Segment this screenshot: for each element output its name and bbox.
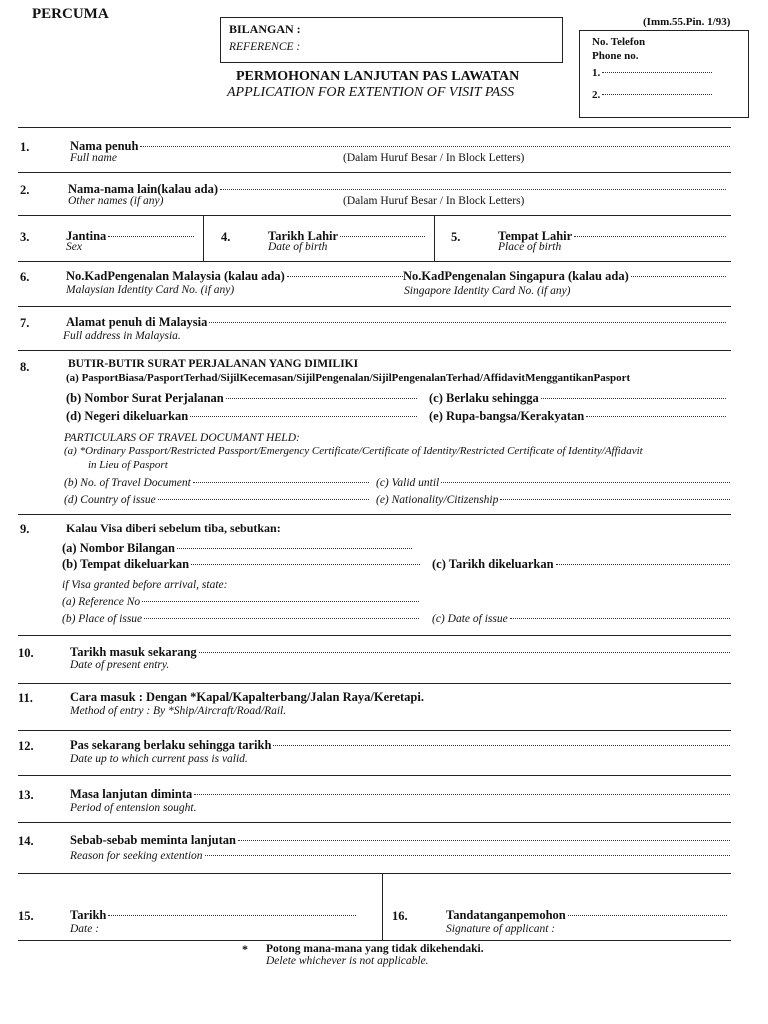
address-field[interactable]	[66, 315, 726, 330]
pass-valid-field[interactable]	[70, 738, 730, 753]
other-names-dots	[220, 189, 726, 190]
form-title-en: APPLICATION FOR EXTENTION OF VISIT PASS	[227, 85, 515, 100]
footnote-en: Delete whichever is not applicable.	[266, 955, 429, 967]
extension-period-field[interactable]	[70, 787, 730, 802]
extension-reason-en	[70, 850, 730, 862]
visa-title: Kalau Visa diberi sebelum tiba, sebutkan:	[66, 521, 281, 535]
phone-1-label: 1.	[592, 67, 601, 79]
visa-date-field[interactable]	[432, 557, 730, 572]
entry-method-options[interactable]: Cara masuk : Dengan *Kapal/Kapalterbang/Jalan Raya/Keretapi.	[70, 690, 424, 704]
form-title-ms: PERMOHONAN LANJUTAN PAS LAWATAN	[236, 69, 520, 84]
item-5-number: 5.	[451, 230, 461, 244]
phone-1-field[interactable]	[592, 67, 712, 79]
extension-period-dots	[194, 794, 730, 795]
entry-method-label-en: Method of entry : By *Ship/Aircraft/Road/Rail.	[70, 705, 287, 717]
place-of-birth-label: Tempat Lahir	[498, 229, 573, 243]
visa-date-label: (c) Tarikh dikeluarkan	[432, 557, 554, 571]
valid-until-en-label: (c) Valid until	[376, 477, 440, 489]
date-field[interactable]	[70, 908, 356, 923]
travel-doc-title-en: PARTICULARS OF TRAVEL DOCUMANT HELD:	[64, 432, 300, 444]
vdivider-4-5	[434, 215, 435, 261]
visa-place-en	[62, 613, 419, 625]
country-of-issue-label: (d) Negeri dikeluarkan	[66, 409, 189, 423]
date-label: Tarikh	[70, 908, 107, 922]
valid-until-label: (c) Berlaku sehingga	[429, 391, 539, 405]
item-10-number: 10.	[18, 646, 34, 660]
item-8-number: 8.	[20, 360, 30, 374]
visa-reference-field[interactable]	[62, 541, 412, 556]
malaysia-ic-label: No.KadPengenalan Malaysia (kalau ada)	[66, 269, 285, 283]
footnote-asterisk: *	[242, 942, 248, 956]
date-of-birth-dots	[340, 236, 425, 237]
other-names-label-en: Other names (if any)	[68, 195, 164, 207]
address-label-en: Full address in Malaysia.	[63, 330, 181, 342]
extension-reason-field[interactable]	[70, 833, 730, 848]
country-of-issue-en	[64, 494, 369, 506]
visa-place-en-dots	[144, 618, 419, 619]
block-letters-note-2: (Dalam Huruf Besar / In Block Letters)	[343, 195, 525, 207]
extension-reason-dots	[238, 840, 730, 841]
divider-13	[18, 822, 731, 823]
divider-7	[18, 350, 731, 351]
item-3-number: 3.	[20, 230, 30, 244]
phone-1-dots	[602, 72, 712, 73]
visa-reference-en-label: (a) Reference No	[62, 596, 141, 608]
place-of-birth-dots	[574, 236, 726, 237]
extension-period-label: Masa lanjutan diminta	[70, 787, 193, 801]
item-15-number: 15.	[18, 909, 34, 923]
visa-reference-label: (a) Nombor Bilangan	[62, 541, 175, 555]
visa-place-en-label: (b) Place of issue	[62, 613, 143, 625]
visa-date-en-dots	[510, 618, 730, 619]
visa-place-dots	[191, 564, 420, 565]
phone-subtitle: Phone no.	[592, 50, 639, 62]
sex-label-en: Sex	[66, 241, 82, 253]
reference-box	[220, 17, 563, 63]
phone-title: No. Telefon	[592, 36, 646, 48]
visa-place-label: (b) Tempat dikeluarkan	[62, 557, 190, 571]
travel-doc-type-en-2: in Lieu of Pasport	[88, 459, 168, 471]
item-11-number: 11.	[18, 691, 33, 705]
travel-doc-type-en-1: (a) *Ordinary Passport/Restricted Passport/Emergency Certificate/Certificate of Identity/Restricted Certificate of Identity/Affidavit	[64, 445, 643, 457]
valid-until-en-dots	[441, 482, 730, 483]
valid-until-field[interactable]	[429, 391, 726, 406]
nationality-label: (e) Rupa-bangsa/Kerakyatan	[429, 409, 585, 423]
travel-doc-number-en-dots	[193, 482, 369, 483]
sex-dots	[108, 236, 194, 237]
travel-doc-title: BUTIR-BUTIR SURAT PERJALANAN YANG DIMILIKI	[68, 358, 359, 370]
sex-label: Jantina	[66, 229, 107, 243]
item-6-number: 6.	[20, 270, 30, 284]
singapore-ic-label: No.KadPengenalan Singapura (kalau ada)	[403, 269, 629, 283]
divider-14	[18, 873, 731, 874]
divider-3	[18, 261, 731, 262]
nationality-en	[376, 494, 730, 506]
visa-date-dots	[556, 564, 730, 565]
vdivider-15-16	[382, 873, 383, 940]
date-dots	[108, 915, 356, 916]
signature-label: Tandatanganpemohon	[446, 908, 566, 922]
country-of-issue-dots	[190, 416, 417, 417]
bilangan-label: BILANGAN :	[229, 22, 301, 36]
pass-valid-label: Pas sekarang berlaku sehingga tarikh	[70, 738, 272, 752]
country-of-issue-en-dots	[158, 499, 369, 500]
nationality-en-label: (e) Nationality/Citizenship	[376, 494, 499, 506]
other-names-label: Nama-nama lain(kalau ada)	[68, 182, 219, 196]
visa-title-en: if Visa granted before arrival, state:	[62, 579, 228, 591]
item-2-number: 2.	[20, 183, 30, 197]
full-name-label-en: Full name	[70, 152, 117, 164]
reference-label: REFERENCE :	[229, 41, 301, 53]
travel-doc-type-options[interactable]: (a) PasportBiasa/PasportTerhad/SijilKecemasan/SijilPengenalan/SijilPengenalanTerhad/AffidavitMenggantikanPasport	[66, 372, 631, 384]
visa-reference-dots	[177, 548, 412, 549]
divider-top	[18, 127, 731, 128]
entry-date-dots	[199, 652, 730, 653]
divider-bottom	[18, 940, 731, 941]
bilangan-input[interactable]	[313, 24, 553, 38]
address-dots	[209, 322, 726, 323]
percuma-label: PERCUMA	[32, 6, 109, 22]
divider-12	[18, 775, 731, 776]
phone-box	[579, 30, 749, 118]
signature-label-en: Signature of applicant :	[446, 923, 556, 935]
full-name-label: Nama penuh	[70, 139, 139, 153]
singapore-ic-dots	[631, 276, 726, 277]
signature-dots	[568, 915, 727, 916]
item-12-number: 12.	[18, 739, 34, 753]
extension-reason-label: Sebab-sebab meminta lanjutan	[70, 833, 236, 847]
travel-doc-number-dots	[226, 398, 417, 399]
address-label: Alamat penuh di Malaysia	[66, 315, 208, 329]
nationality-dots	[586, 416, 726, 417]
extension-period-label-en: Period of entension sought.	[70, 802, 197, 814]
phone-2-dots	[602, 94, 712, 95]
divider-10	[18, 683, 731, 684]
valid-until-en	[376, 477, 730, 489]
phone-2-label: 2.	[592, 89, 601, 101]
country-of-issue-field[interactable]	[66, 409, 417, 424]
pass-valid-dots	[273, 745, 730, 746]
divider-6	[18, 306, 731, 307]
item-16-number: 16.	[392, 909, 408, 923]
country-of-issue-en-label: (d) Country of issue	[64, 494, 156, 506]
vdivider-3-4	[203, 215, 204, 261]
extension-reason-en-dots	[205, 855, 730, 856]
entry-date-label-en: Date of present entry.	[70, 659, 170, 671]
pass-valid-label-en: Date up to which current pass is valid.	[70, 753, 248, 765]
travel-doc-number-en-label: (b) No. of Travel Document	[64, 477, 191, 489]
divider-9	[18, 635, 731, 636]
item-9-number: 9.	[20, 522, 30, 536]
singapore-ic-label-en: Singapore Identity Card No. (if any)	[404, 285, 571, 297]
sex-field[interactable]	[66, 229, 194, 244]
singapore-ic-field[interactable]	[403, 269, 726, 284]
malaysia-ic-dots	[287, 276, 403, 277]
item-4-number: 4.	[221, 230, 231, 244]
nationality-field[interactable]	[429, 409, 726, 424]
visa-reference-en	[62, 596, 419, 608]
item-13-number: 13.	[18, 788, 34, 802]
signature-field[interactable]	[446, 908, 727, 923]
visa-date-en-label: (c) Date of issue	[432, 613, 508, 625]
entry-date-field[interactable]	[70, 645, 730, 660]
divider-2	[18, 215, 731, 216]
block-letters-note-1: (Dalam Huruf Besar / In Block Letters)	[343, 152, 525, 164]
date-of-birth-label-en: Date of birth	[268, 241, 328, 253]
divider-11	[18, 730, 731, 731]
place-of-birth-label-en: Place of birth	[498, 241, 562, 253]
date-of-birth-label: Tarikh Lahir	[268, 229, 339, 243]
date-label-en: Date :	[70, 923, 100, 935]
entry-date-label: Tarikh masuk sekarang	[70, 645, 197, 659]
visa-reference-en-dots	[142, 601, 419, 602]
malaysia-ic-label-en: Malaysian Identity Card No. (if any)	[66, 284, 235, 296]
travel-doc-number-label: (b) Nombor Surat Perjalanan	[66, 391, 224, 405]
travel-doc-number-en	[64, 477, 369, 489]
travel-doc-number-field[interactable]	[66, 391, 417, 406]
form-code: (Imm.55.Pin. 1/93)	[643, 16, 731, 28]
malaysia-ic-field[interactable]	[66, 269, 403, 284]
nationality-en-dots	[500, 499, 730, 500]
visa-place-field[interactable]	[62, 557, 420, 572]
visa-date-en	[432, 613, 730, 625]
item-14-number: 14.	[18, 834, 34, 848]
divider-8	[18, 514, 731, 515]
phone-2-field[interactable]	[592, 89, 712, 101]
divider-1	[18, 172, 731, 173]
footnote-ms: Potong mana-mana yang tidak dikehendaki.	[266, 943, 484, 955]
item-7-number: 7.	[20, 316, 30, 330]
valid-until-dots	[541, 398, 726, 399]
item-1-number: 1.	[20, 140, 30, 154]
full-name-dots	[140, 146, 730, 147]
extension-reason-en-label: Reason for seeking extention	[70, 850, 203, 862]
